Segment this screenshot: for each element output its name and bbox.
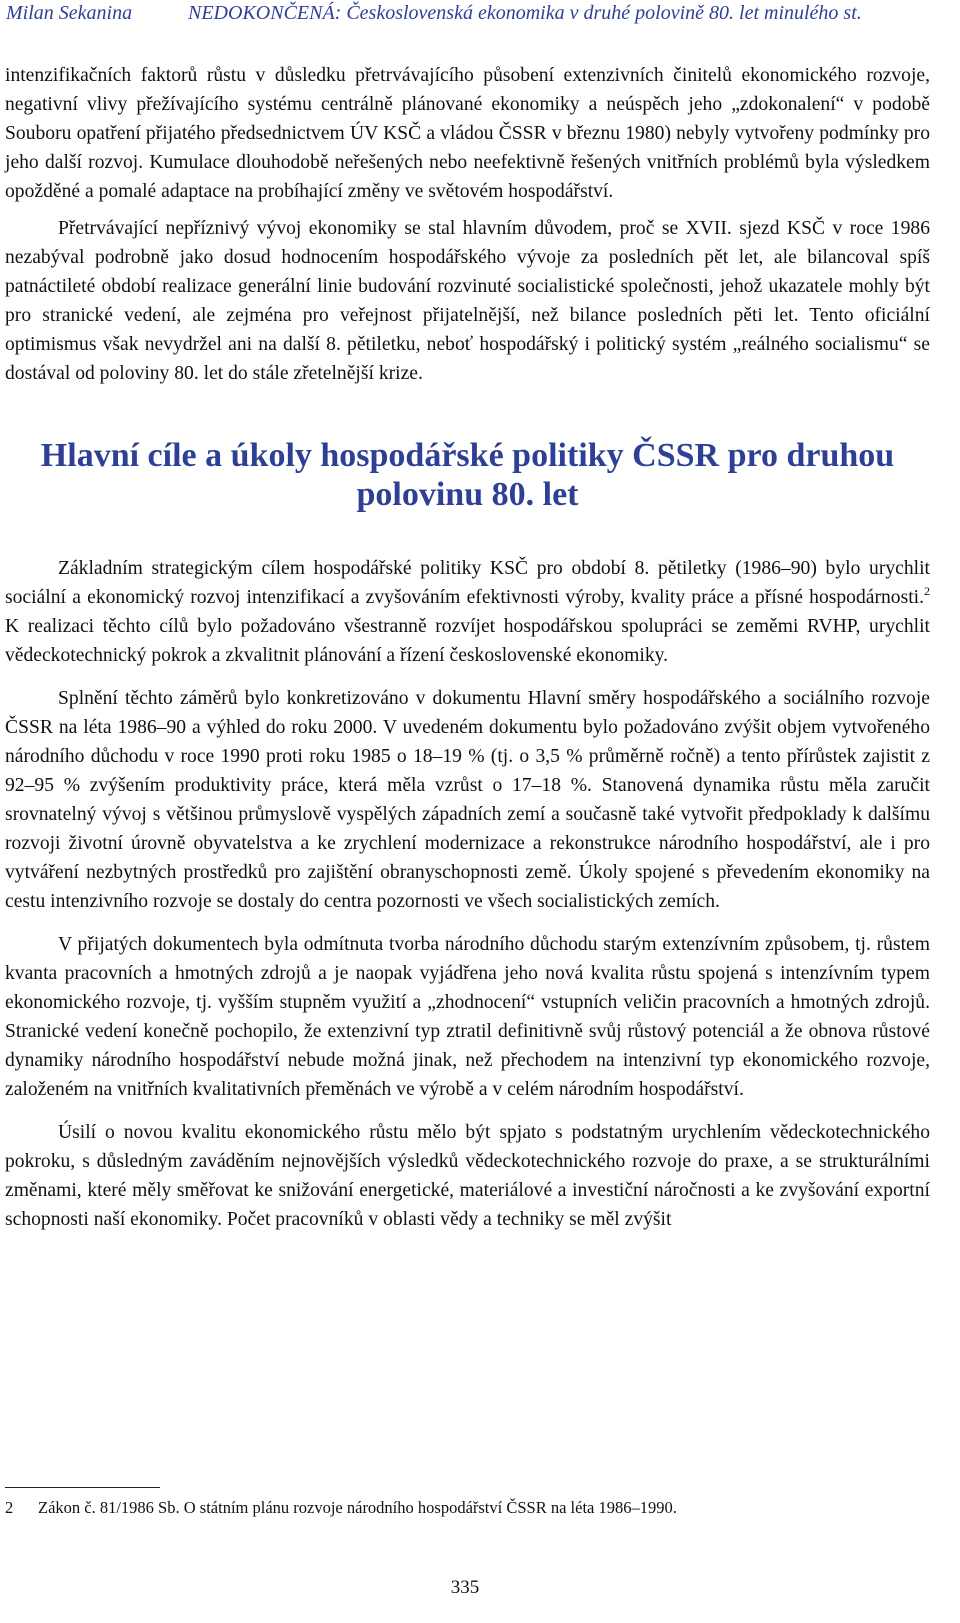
paragraph: Splnění těchto záměrů bylo konkretizováno v dokumentu Hlavní směry hospodářského a sociálního rozvoje ČSSR na léta 1986–90 a výhled do roku 2000. V uvedeném dokumentu bylo požadováno zvýšit objem vytvořeného národního důchodu v roce 1990 proti roku 1985 o 18–19 % (tj. o 3,5 % průměrně ročně) a tento přírůstek zajistit z 92–95 % zvýšením produktivity práce, která měla vzrůst o 17–18 %. Stanovená dynamika růstu měla zaručit srovnatelný vývoj s většinou průmyslově vyspělých západních zemí a současně také vytvořit předpoklady k dalšímu rozvoji životní úrovně obyvatelstva a ke zrychlení modernizace a rekonstrukce národního hospodářství, ale i pro vytváření nezbytných prostředků pro zajištění obranyschopnosti země. Úkoly spojené s převedením ekonomiky na cestu intenzivního rozvoje se dostaly do centra pozornosti ve všech socialistických zemích.	[5, 688, 930, 912]
section-heading-line: polovinu 80. let	[356, 476, 579, 513]
paragraph: V přijatých dokumentech byla odmítnuta tvorba národního důchodu starým extenzívním způsobem, tj. růstem kvanta pracovních a hmotných zdrojů a je naopak vyjádřena jeho nová kvalita růstu spojená s intenzívním typem ekonomického rozvoje, tj. vyšším stupněm využití a „zhodnocení“ vstupních veličin pracovních a hmotných zdrojů. Stranické vedení konečně pochopilo, že extenzivní typ ztratil definitivně svůj růstový potenciál a že obnova růstové dynamiky národního hospodářství nebude možná jinak, než přechodem na intenzivní typ ekonomického rozvoje, založeném na vnitřních kvalitativních přeměnách ve výrobě a v celém národním hospodářství.	[5, 934, 930, 1100]
section-heading-line: Hlavní cíle a úkoly hospodářské politiky ČSSR pro druhou	[40, 437, 895, 474]
footnote	[5, 1497, 925, 1519]
header-title: NEDOKONČENÁ: Československá ekonomika v druhé polovině 80. let minulého st.	[188, 2, 862, 24]
footnote-number: 2	[5, 1498, 14, 1517]
page-number: 335	[450, 1577, 480, 1598]
running-header	[6, 2, 954, 25]
paragraph: Úsilí o novou kvalitu ekonomického růstu mělo být spjato s podstatným urychlením vědeckotechnického pokroku, s důsledným zaváděním nejnovějších výsledků vědeckotechnického rozvoje do praxe, a se strukturálními změnami, které měly směřovat ke snižování energetické, materiálové a investiční náročnosti a ke zvyšování exportní schopnosti naší ekonomiky. Počet pracovníků v oblasti vědy a techniky se měl zvýšit	[5, 1122, 930, 1230]
header-author: Milan Sekanina	[6, 2, 133, 24]
section-heading	[5, 436, 930, 514]
footnote-reference[interactable]: 2	[924, 584, 930, 598]
body-text	[5, 61, 930, 1234]
paragraph-text: K realizaci těchto cílů bylo požadováno všestranně rozvíjet hospodářskou spolupráci se zeměmi RVHP, urychlit vědeckotechnický pokrok a zkvalitnit plánování a řízení československé ekonomiky.	[5, 616, 930, 666]
footnote-text: Zákon č. 81/1986 Sb. O státním plánu rozvoje národního hospodářství ČSSR na léta 1986–1990.	[38, 1498, 677, 1517]
paragraph-text: Základním strategickým cílem hospodářské politiky KSČ pro období 8. pětiletky (1986–90) bylo urychlit sociální a ekonomický rozvoj intenzifikací a zvyšováním efektivnosti výroby, kvality práce a přísné hospodárnosti.	[5, 558, 930, 608]
paragraph-continued: intenzifikačních faktorů růstu v důsledku přetrvávajícího působení extenzivních činitelů ekonomického rozvoje, negativní vlivy přežívajícího systému centrálně plánované ekonomiky a neúspěch jeho „zdokonalení“ v podobě Souboru opatření přijatého předsednictvem ÚV KSČ a vládou ČSSR v březnu 1980) nebyly vytvořeny podmínky pro jeho další rozvoj. Kumulace dlouhodobě neřešených nebo neefektivně řešených vnitřních problémů byla výsledkem opožděné a pomalé adaptace na probíhající změny ve světovém hospodářství.	[5, 65, 930, 202]
paragraph: Přetrvávající nepříznivý vývoj ekonomiky se stal hlavním důvodem, proč se XVII. sjezd KSČ v roce 1986 nezabýval podrobně jako dosud hodnocením hospodářského vývoje za posledních pět let, ale bilancoval spíš patnáctileté období realizace generální linie budování rozvinuté socialistické společnosti, jehož ukazatele mohly být pro stranické vedení, ale zejména pro veřejnost přijatelnější, než bilance posledních pěti let. Tento oficiální optimismus však nevydržel ani na další 8. pětiletku, neboť hospodářský i politický systém „reálného socialismu“ se dostával od poloviny 80. let do stále zřetelnější krize.	[5, 218, 930, 384]
footnote-divider	[5, 1487, 160, 1488]
paragraph	[5, 554, 930, 670]
